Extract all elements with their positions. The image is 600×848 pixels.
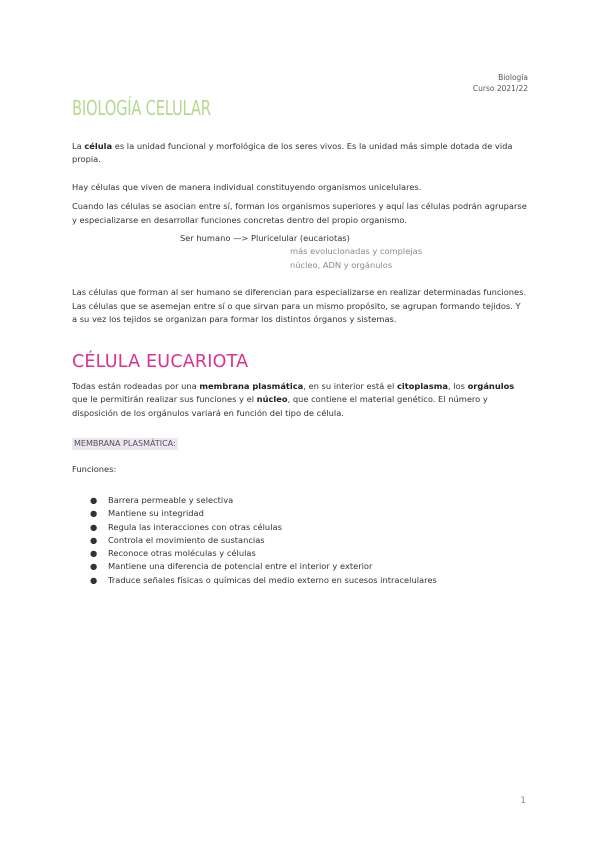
intro-paragraph: [72, 140, 527, 167]
unicellular-paragraph: Hay células que viven de manera individual constituyendo organismos unicelulares.: [72, 181, 422, 192]
bold-term: membrana plasmática: [199, 380, 304, 391]
text-run: es la unidad funcional y morfológica de los seres vivos. Es la unidad más simple dotada de vida propia.: [72, 141, 513, 165]
list-item: ● Controla el movimiento de sustancias: [90, 534, 527, 547]
text-run: que le permitirán realizar sus funciones y el: [72, 394, 257, 405]
bullet-icon: ●: [90, 574, 98, 585]
section-title: CÉLULA EUCARIOTA: [72, 352, 249, 373]
list-item: ● Reconoce otras moléculas y células: [90, 547, 527, 560]
membrane-subheading: MEMBRANA PLASMÁTICA:: [74, 439, 176, 449]
text-run: La: [72, 141, 85, 151]
bullet-icon: ●: [90, 521, 98, 532]
document-body: [72, 140, 527, 587]
text-run: , que contiene el material genético. El número y disposición de los orgánulos variará en función del tipo de célula.: [72, 394, 488, 418]
classification-note-1: más evolucionadas y complejas: [290, 246, 423, 257]
list-item: ● Traduce señales físicas o químicas del medio externo en sucesos intracelulares: [90, 574, 527, 587]
functions-list: [72, 494, 527, 587]
text-run: , los: [447, 380, 468, 391]
text-run: Todas están rodeadas por una: [72, 380, 200, 391]
list-item: ● Barrera permeable y selectiva: [90, 494, 527, 507]
text-run: , en su interior está el: [303, 380, 397, 391]
multicellular-paragraph: Cuando las células se asocian entre sí, forman los organismos superiores y aquí las células podrán agruparse y especializarse en desarrollar funciones concretas dentro del propio organismo.: [72, 201, 527, 225]
bold-term: orgánulos: [467, 380, 515, 391]
classification-note-2: núcleo, ADN y orgánulos: [290, 259, 393, 270]
bold-term: citoplasma: [396, 380, 448, 391]
bullet-icon: ●: [90, 494, 98, 505]
page-number: 1: [520, 796, 526, 806]
bullet-icon: ●: [90, 561, 98, 572]
human-classification-line: Ser humano —> Pluricelular (eucariotas): [180, 233, 350, 244]
tissues-paragraph: Las células que forman al ser humano se diferencian para especializarse en realizar determinadas funciones. Las células que se asemejan entre sí o que sirvan para un mismo propósito, se agrupan formando tejidos. Y a su vez los tejidos se organizan para formar los distintos órganos y sistemas.: [72, 287, 527, 325]
list-item: ● Mantiene su integridad: [90, 507, 527, 520]
subject-label: Biología: [498, 73, 528, 82]
bold-term: célula: [84, 141, 113, 151]
eukaryote-paragraph: [72, 380, 527, 420]
course-label: Curso 2021/22: [472, 84, 528, 93]
functions-label: Funciones:: [72, 463, 117, 474]
bullet-icon: ●: [90, 534, 98, 545]
bold-term: núcleo: [256, 394, 288, 405]
bullet-icon: ●: [90, 548, 98, 559]
list-item: ● Mantiene una diferencia de potencial entre el interior y exterior: [90, 560, 527, 573]
page-title: BIOLOGÍA CELULAR: [72, 96, 211, 120]
header-meta: [473, 72, 528, 94]
list-item: ● Regula las interacciones con otras células: [90, 521, 527, 534]
bullet-icon: ●: [90, 508, 98, 519]
